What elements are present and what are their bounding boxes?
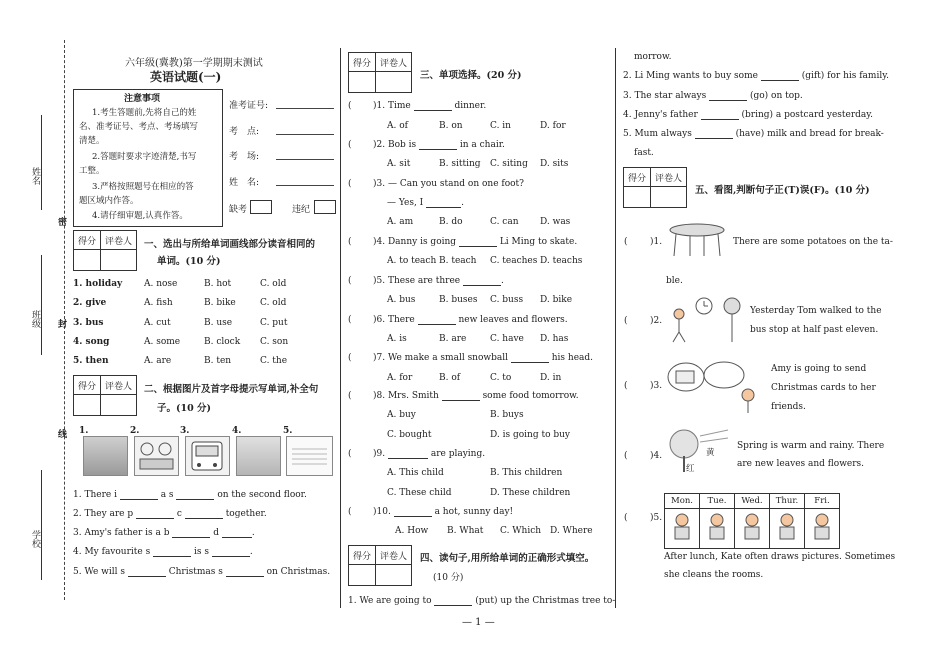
tf-statement: bus stop at half past eleven. xyxy=(750,325,879,335)
answer-paren[interactable]: ( xyxy=(348,391,352,401)
option-c[interactable]: C. bought xyxy=(387,430,432,440)
margin-school-line xyxy=(41,470,42,580)
question-word: 2. give xyxy=(73,298,107,308)
option-b[interactable]: B. sitting xyxy=(439,159,481,169)
sentence-text: is s xyxy=(193,547,209,557)
score-label: 得分 xyxy=(349,546,376,565)
question-word: 1. holiday xyxy=(73,279,123,289)
answer-blank xyxy=(511,362,549,363)
score-cell xyxy=(74,395,101,416)
score-cell xyxy=(74,250,101,271)
violate-checkbox[interactable] xyxy=(314,200,336,214)
sec4-q1-cont: morrow. xyxy=(634,52,672,62)
score-label: 得分 xyxy=(74,376,101,395)
option-a[interactable]: A. bus xyxy=(387,295,416,305)
question-text: (put) up the Christmas tree to- xyxy=(475,596,616,606)
sec4-q3 xyxy=(623,91,803,101)
day-picture-cell xyxy=(770,509,805,549)
question-text: — Yes, I xyxy=(387,198,424,208)
day-header: Thur. xyxy=(770,494,805,509)
answer-blank[interactable] xyxy=(185,518,223,519)
option-b[interactable]: B. This children xyxy=(490,468,563,478)
grader-label: 评卷人 xyxy=(376,546,412,565)
table-picture xyxy=(668,222,726,258)
option-a[interactable]: A. cut xyxy=(144,318,171,328)
day-header: Wed. xyxy=(735,494,770,509)
question-text: )6. There xyxy=(373,315,415,325)
sec4-q2 xyxy=(623,71,889,81)
question-word: 4. song xyxy=(73,337,110,347)
landscape-picture xyxy=(236,436,281,476)
option-a[interactable]: A. are xyxy=(144,356,172,366)
option-d[interactable]: D. has xyxy=(540,334,569,344)
option-d[interactable]: D. Where xyxy=(550,526,593,536)
option-b[interactable]: B. bike xyxy=(204,298,236,308)
exam-id-label: 准考证号: xyxy=(229,101,269,111)
sec2-sentence-1 xyxy=(73,490,307,500)
option-c[interactable]: C. can xyxy=(490,217,519,227)
score-label: 得分 xyxy=(349,53,376,72)
score-table xyxy=(623,167,687,208)
pic-num: 4. xyxy=(232,426,242,436)
margin-school-label: 学校 xyxy=(30,530,40,548)
header-line1: 六年级(冀教)第一学期期末测试 xyxy=(125,58,263,69)
answer-blank[interactable] xyxy=(136,518,174,519)
option-c[interactable]: C. Which xyxy=(500,526,542,536)
question-text: a hot, sunny day! xyxy=(434,507,514,517)
question-text: )3. — Can you stand on one foot? xyxy=(373,179,524,189)
sentence-text: . xyxy=(251,528,255,538)
option-c[interactable]: C. put xyxy=(260,318,288,328)
margin-mi: 密 xyxy=(58,218,68,228)
tf-statement: After lunch, Kate often draws pictures. Sometimes xyxy=(664,552,896,562)
score-table xyxy=(73,230,137,271)
grader-cell xyxy=(101,250,137,271)
option-d[interactable]: D. is going to buy xyxy=(490,430,570,440)
score-cell xyxy=(349,565,376,586)
question-text: 3. The star always xyxy=(623,91,707,101)
answer-blank[interactable] xyxy=(222,537,252,538)
question-text: )7. We make a small snowball xyxy=(373,353,508,363)
question-text: some food tomorrow. xyxy=(482,391,579,401)
option-c[interactable]: C. These child xyxy=(387,488,452,498)
margin-xian: 线 xyxy=(58,430,68,440)
option-d[interactable]: D. These children xyxy=(490,488,571,498)
sec4-q4 xyxy=(623,110,873,120)
exam-site-label: 考 点: xyxy=(229,127,260,137)
sentence-text: on the second floor. xyxy=(217,490,307,500)
option-a[interactable]: A. is xyxy=(387,334,407,344)
day-header: Tue. xyxy=(700,494,735,509)
answer-blank[interactable] xyxy=(153,556,191,557)
answer-blank[interactable] xyxy=(176,499,214,500)
bus-picture xyxy=(185,436,230,476)
tf-statement: Yesterday Tom walked to the xyxy=(750,306,882,316)
sentence-text: c xyxy=(176,509,182,519)
grader-cell xyxy=(376,72,412,93)
answer-blank[interactable] xyxy=(212,556,250,557)
margin-class-line xyxy=(41,255,42,355)
exam-name-field[interactable] xyxy=(276,185,334,186)
sentence-text: 5. We will s xyxy=(73,567,125,577)
answer-blank[interactable] xyxy=(120,499,158,500)
pic-num: 2. xyxy=(130,426,140,436)
day-header: Fri. xyxy=(805,494,840,509)
question-text: )8. Mrs. Smith xyxy=(373,391,439,401)
option-b[interactable]: B. do xyxy=(439,217,463,227)
answer-paren[interactable]: ( xyxy=(624,237,628,247)
tree-picture xyxy=(666,428,732,474)
option-c[interactable]: C. have xyxy=(490,334,524,344)
answer-paren[interactable]: ( xyxy=(348,353,352,363)
option-d[interactable]: D. was xyxy=(540,217,571,227)
question-text: 5. Mum always xyxy=(623,129,692,139)
notice-line: 题区域内作答。 xyxy=(79,196,139,206)
option-b[interactable]: B. are xyxy=(439,334,467,344)
page-number: — 1 — xyxy=(462,617,495,628)
option-a[interactable]: A. of xyxy=(387,121,408,131)
question-text: his head. xyxy=(551,353,594,363)
sentence-text: d xyxy=(213,528,219,538)
answer-paren[interactable]: ( xyxy=(348,140,352,150)
option-b[interactable]: B. buys xyxy=(490,410,524,420)
answer-blank xyxy=(414,110,452,111)
answer-paren[interactable]: ( xyxy=(348,237,352,247)
sec4-title-2: (10 分) xyxy=(433,573,464,583)
option-d[interactable]: D. in xyxy=(540,373,562,383)
option-a[interactable]: A. How xyxy=(395,526,429,536)
option-b[interactable]: B. of xyxy=(439,373,461,383)
notice-line: 4.请仔细审题,认真作答。 xyxy=(92,211,188,221)
sec2-sentence-4 xyxy=(73,547,253,557)
option-a[interactable]: A. buy xyxy=(387,410,416,420)
option-a[interactable]: A. nose xyxy=(144,279,178,289)
option-a[interactable]: A. This child xyxy=(387,468,444,478)
option-d[interactable]: D. for xyxy=(540,121,566,131)
question-text: new leaves and flowers. xyxy=(458,315,568,325)
answer-blank xyxy=(419,149,457,150)
sentence-text: 2. They are p xyxy=(73,509,134,519)
day-header: Mon. xyxy=(665,494,700,509)
page-title: 英语试题(一) xyxy=(150,70,222,84)
sec5-title: 五、看图,判断句子正(T)误(F)。(10 分) xyxy=(695,185,870,196)
answer-paren[interactable]: ( xyxy=(624,381,628,391)
option-d[interactable]: D. bike xyxy=(540,295,573,305)
exam-room-field[interactable] xyxy=(276,159,334,160)
tf-statement: ble. xyxy=(666,276,683,286)
margin-name-line xyxy=(41,115,42,210)
option-a[interactable]: A. to teach xyxy=(387,256,437,266)
option-b[interactable]: B. What xyxy=(447,526,484,536)
grader-cell xyxy=(101,395,137,416)
sec3-title: 三、单项选择。(20 分) xyxy=(420,70,522,81)
option-b[interactable]: B. ten xyxy=(204,356,232,366)
tf-statement: Spring is warm and rainy. There xyxy=(737,441,885,451)
sec2-sentence-2 xyxy=(73,509,267,519)
answer-blank[interactable] xyxy=(172,537,210,538)
sec2-title-2: 子。(10 分) xyxy=(157,403,212,414)
question-text: )9. xyxy=(373,449,386,459)
answer-paren[interactable]: ( xyxy=(624,451,628,461)
notice-line: 2.答题时要求字迹清楚,书写 xyxy=(92,152,197,162)
exam-id-field[interactable] xyxy=(276,108,334,109)
option-a[interactable]: A. sit xyxy=(387,159,411,169)
exam-room-label: 考 场: xyxy=(229,152,260,162)
day-picture-cell xyxy=(665,509,700,549)
answer-paren[interactable]: ( xyxy=(624,316,628,326)
option-c[interactable]: C. old xyxy=(260,298,287,308)
question-number: )3. xyxy=(650,381,663,391)
answer-blank xyxy=(459,246,497,247)
option-a[interactable]: A. for xyxy=(387,373,413,383)
grader-label: 评卷人 xyxy=(101,376,137,395)
option-c[interactable]: C. the xyxy=(260,356,288,366)
sec1-title: 一、选出与所给单词画线部分读音相同的 xyxy=(144,239,316,250)
tf-statement: friends. xyxy=(771,402,806,412)
answer-blank[interactable] xyxy=(695,138,733,139)
grader-label: 评卷人 xyxy=(376,53,412,72)
exam-name-label: 姓 名: xyxy=(229,178,260,188)
notice-line: 清楚。 xyxy=(79,136,105,146)
answer-paren[interactable]: ( xyxy=(348,449,352,459)
day-picture-cell xyxy=(700,509,735,549)
question-text: 1. We are going to xyxy=(348,596,432,606)
pic-num: 3. xyxy=(180,426,190,436)
question-text: . xyxy=(461,198,464,208)
answer-blank xyxy=(442,400,480,401)
sec4-q5-cont: fast. xyxy=(634,148,654,158)
option-d[interactable]: D. teachs xyxy=(540,256,583,266)
notice-line: 工整。 xyxy=(79,166,105,176)
option-c[interactable]: C. teaches xyxy=(490,256,538,266)
music-sheet-picture xyxy=(286,436,333,476)
grader-label: 评卷人 xyxy=(101,231,137,250)
option-b[interactable]: B. on xyxy=(439,121,463,131)
absent-checkbox[interactable] xyxy=(250,200,272,214)
notice-line: 1.考生答题前,先将自己的姓 xyxy=(92,108,197,118)
question-text: (gift) for his family. xyxy=(801,71,889,81)
margin-feng: 封 xyxy=(58,320,68,330)
day-picture-cell xyxy=(735,509,770,549)
notice-line: 名、准考证号、考点、考场填写 xyxy=(79,122,199,132)
tf-statement: are new leaves and flowers. xyxy=(737,459,865,469)
question-text: (go) on top. xyxy=(749,91,803,101)
pic-num: 5. xyxy=(283,426,293,436)
question-number: )4. xyxy=(650,451,663,461)
notice-title: 注意事项 xyxy=(124,94,161,104)
tree-label-red: 红 xyxy=(686,464,695,474)
answer-paren[interactable]: ( xyxy=(348,101,352,111)
answer-blank[interactable] xyxy=(709,100,747,101)
grader-label: 评卷人 xyxy=(651,168,687,187)
margin-name-label: 姓名 xyxy=(30,167,40,185)
tf-statement: Christmas cards to her xyxy=(771,383,876,393)
question-text: dinner. xyxy=(454,101,487,111)
sec4-title: 四、读句子,用所给单词的正确形式填空。 xyxy=(420,553,595,564)
grader-cell xyxy=(651,187,687,208)
christmas-cards-picture xyxy=(664,359,762,415)
option-c[interactable]: C. in xyxy=(490,121,511,131)
question-text: (have) milk and bread for break- xyxy=(735,129,884,139)
sentence-text: 4. My favourite s xyxy=(73,547,151,557)
question-number: )5. xyxy=(650,513,663,523)
option-b[interactable]: B. clock xyxy=(204,337,241,347)
answer-blank xyxy=(388,458,428,459)
tf-statement: There are some potatoes on the ta- xyxy=(733,237,893,247)
sec4-q1 xyxy=(348,596,615,606)
sentence-text: together. xyxy=(225,509,267,519)
option-a[interactable]: A. am xyxy=(387,217,414,227)
question-number: )1. xyxy=(650,237,663,247)
pic-num: 1. xyxy=(79,426,89,436)
answer-blank[interactable] xyxy=(128,576,166,577)
answer-blank xyxy=(418,324,456,325)
answer-blank xyxy=(426,207,461,208)
option-c[interactable]: C. buss xyxy=(490,295,524,305)
answer-paren[interactable]: ( xyxy=(348,315,352,325)
tf-statement: she cleans the rooms. xyxy=(664,570,764,580)
option-c[interactable]: C. son xyxy=(260,337,289,347)
question-text: (bring) a postcard yesterday. xyxy=(741,110,874,120)
absent-label: 缺考 xyxy=(229,205,248,215)
question-text: )2. Bob is xyxy=(373,140,417,150)
score-cell xyxy=(624,187,651,208)
tf-statement: Amy is going to send xyxy=(771,364,867,374)
answer-blank[interactable] xyxy=(434,605,472,606)
margin-class-label: 班级 xyxy=(30,310,40,328)
tree-label-yellow: 黄 xyxy=(706,448,715,458)
sec2-sentence-5 xyxy=(73,567,330,577)
exam-site-field[interactable] xyxy=(276,134,334,135)
question-text: )5. These are three xyxy=(373,276,461,286)
option-c[interactable]: C. to xyxy=(490,373,512,383)
question-text: are playing. xyxy=(430,449,486,459)
sentence-text: a s xyxy=(160,490,174,500)
score-label: 得分 xyxy=(624,168,651,187)
question-text: in a chair. xyxy=(459,140,505,150)
question-text: )1. Time xyxy=(373,101,411,111)
stairs-picture xyxy=(83,436,128,476)
sec2-title: 二、根据图片及首字母提示写单词,补全句 xyxy=(144,384,319,395)
answer-paren[interactable]: ( xyxy=(348,276,352,286)
question-text: . xyxy=(501,276,504,286)
sec4-q5 xyxy=(623,129,884,139)
option-a[interactable]: A. some xyxy=(144,337,181,347)
grader-cell xyxy=(376,565,412,586)
answer-blank[interactable] xyxy=(701,119,739,120)
question-text: 2. Li Ming wants to buy some xyxy=(623,71,758,81)
option-a[interactable]: A. fish xyxy=(144,298,173,308)
answer-paren[interactable]: ( xyxy=(348,507,352,517)
answer-paren[interactable]: ( xyxy=(624,513,628,523)
option-c[interactable]: C. old xyxy=(260,279,287,289)
score-table xyxy=(348,545,412,586)
weekly-schedule-table xyxy=(664,493,840,549)
answer-paren[interactable]: ( xyxy=(348,179,352,189)
sec1-title-2: 单词。(10 分) xyxy=(157,256,221,267)
option-d[interactable]: D. sits xyxy=(540,159,569,169)
sentence-text: 3. Amy's father is a b xyxy=(73,528,170,538)
sentence-text: on Christmas. xyxy=(266,567,331,577)
option-b[interactable]: B. hot xyxy=(204,279,232,289)
answer-blank xyxy=(394,516,432,517)
question-number: )2. xyxy=(650,316,663,326)
option-b[interactable]: B. buses xyxy=(439,295,478,305)
answer-blank xyxy=(463,285,501,286)
people-picture xyxy=(134,436,179,476)
notice-line: 3.严格按照题号在相应的答 xyxy=(92,182,194,192)
sentence-text: Christmas s xyxy=(168,567,223,577)
violate-label: 违纪 xyxy=(292,205,311,215)
answer-blank[interactable] xyxy=(761,80,799,81)
option-b[interactable]: B. teach xyxy=(439,256,477,266)
question-text: )4. Danny is going xyxy=(373,237,457,247)
score-cell xyxy=(349,72,376,93)
question-text: 4. Jenny's father xyxy=(623,110,698,120)
score-table xyxy=(73,375,137,416)
score-label: 得分 xyxy=(74,231,101,250)
sentence-text: . xyxy=(249,547,253,557)
option-c[interactable]: C. siting xyxy=(490,159,528,169)
question-text: Li Ming to skate. xyxy=(499,237,578,247)
column-divider xyxy=(615,48,616,608)
question-text: )10. xyxy=(373,507,391,517)
sentence-text: 1. There i xyxy=(73,490,117,500)
day-picture-cell xyxy=(805,509,840,549)
score-table xyxy=(348,52,412,93)
option-b[interactable]: B. use xyxy=(204,318,233,328)
question-word: 3. bus xyxy=(73,318,104,328)
sec2-sentence-3 xyxy=(73,528,255,538)
answer-blank[interactable] xyxy=(226,576,264,577)
column-divider xyxy=(340,48,341,608)
bus-stop-picture xyxy=(664,294,744,344)
question-word: 5. then xyxy=(73,356,109,366)
